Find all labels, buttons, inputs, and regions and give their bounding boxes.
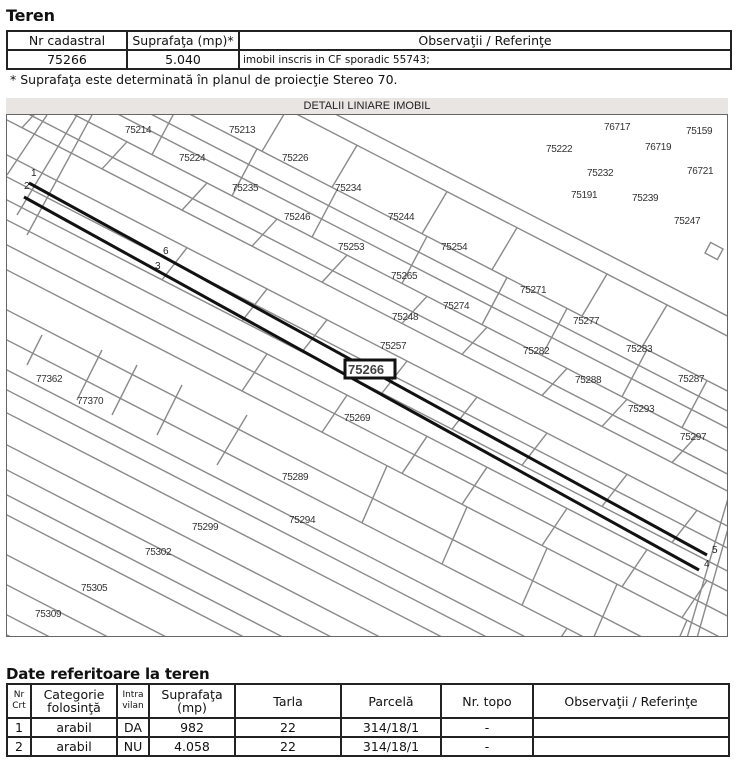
- parcel-label: 76721: [687, 166, 714, 177]
- cell-suprafata: 4.058: [149, 737, 235, 756]
- parcel-boundary: [7, 150, 728, 536]
- lot-boundary: [592, 584, 617, 637]
- parcel-label: 75283: [626, 344, 653, 355]
- cell-suprafata: 982: [149, 718, 235, 737]
- lot-boundary: [622, 350, 647, 397]
- parcel-label: 75244: [388, 212, 415, 223]
- table-row: [7, 718, 729, 737]
- lot-boundary: [242, 289, 267, 321]
- parcel-boundary: [7, 610, 728, 637]
- vertex-label: 1: [31, 168, 37, 179]
- vertex-label: 5: [712, 545, 718, 556]
- parcel-label: 76719: [645, 142, 672, 153]
- parcel-boundary: [7, 115, 728, 326]
- teren-data-row: [7, 50, 731, 69]
- header-observatii-referinte: Observaţii / Referinţe: [533, 684, 729, 718]
- map-header: DETALII LINIARE IMOBIL: [6, 98, 728, 114]
- parcel-label: 75222: [546, 144, 573, 155]
- lot-boundary: [252, 219, 277, 246]
- header-intravilan: [117, 684, 149, 718]
- lot-boundary: [622, 550, 647, 587]
- parcel-boundary: [7, 240, 728, 626]
- cell-nr-topo: -: [441, 737, 533, 756]
- lot-boundary: [182, 183, 207, 210]
- parcel-label: 77362: [36, 374, 63, 385]
- parcel-boundary: [7, 550, 728, 637]
- header-suprafata-line2: (mp): [177, 700, 207, 715]
- observatii-value: imobil inscris in CF sporadic 55743;: [239, 50, 731, 69]
- lot-boundary: [332, 145, 357, 187]
- parcel-label: 75224: [179, 153, 206, 164]
- nr-cadastral-value: 75266: [7, 50, 127, 69]
- cell-intravilan: NU: [117, 737, 149, 756]
- parcel-label: 75305: [81, 583, 108, 594]
- suprafata-note: * Suprafaţa este determinată în planul de proiecţie Stereo 70.: [10, 72, 398, 87]
- parcel-label: 75159: [686, 126, 713, 137]
- lot-boundary: [462, 467, 487, 504]
- lot-boundary: [102, 142, 127, 169]
- header-nr-crt: [7, 684, 31, 718]
- lot-boundary: [262, 115, 287, 151]
- parcel-boundary: [7, 265, 728, 637]
- main-parcel-label: 75266: [348, 362, 385, 377]
- lot-boundary: [582, 274, 607, 316]
- section-title-date-teren: Date referitoare la teren: [6, 665, 210, 683]
- parcel-label: 75191: [571, 190, 598, 201]
- parcel-label: 76717: [604, 122, 631, 133]
- parcel-label: 75257: [380, 341, 407, 352]
- cadastral-map: [6, 114, 728, 637]
- parcel-label: 75239: [632, 193, 659, 204]
- parcel-label: 75289: [282, 472, 309, 483]
- small-structure: [705, 242, 723, 259]
- lot-boundary: [542, 368, 567, 395]
- vertex-label: 3: [155, 261, 161, 272]
- road-boundary: [697, 525, 728, 637]
- cell-observatii: [533, 718, 729, 737]
- lot-boundary: [422, 192, 447, 234]
- header-nr-crt-line1: Nr: [13, 690, 25, 700]
- cell-nr: 1: [7, 718, 31, 737]
- date-teren-header-row: [7, 684, 729, 718]
- cell-intravilan: DA: [117, 718, 149, 737]
- parcel-label: 75302: [145, 547, 172, 558]
- lot-boundary: [602, 474, 627, 506]
- header-nr-crt-line2: Crt: [12, 701, 26, 711]
- lot-boundary: [322, 255, 347, 282]
- parcel-label: 77370: [77, 396, 104, 407]
- header-categorie: [31, 684, 117, 718]
- lot-boundary: [542, 508, 567, 545]
- lot-boundary: [402, 436, 427, 473]
- lot-boundary: [642, 305, 667, 347]
- parcel-label: 75299: [192, 522, 219, 533]
- parcel-label: 75288: [575, 375, 602, 386]
- parcel-label: 75246: [284, 212, 311, 223]
- parcel-label: 75269: [344, 413, 371, 424]
- lot-boundary: [682, 381, 707, 428]
- header-intravilan-line1: Intra: [122, 690, 144, 700]
- lot-boundary: [77, 350, 102, 400]
- header-suprafata-mp: [149, 684, 235, 718]
- parcel-boundary: [7, 115, 728, 438]
- parcel-boundary: [7, 408, 728, 637]
- parcel-label: 75277: [573, 316, 600, 327]
- parcel-label: 75293: [628, 404, 655, 415]
- cell-categorie: arabil: [31, 718, 117, 737]
- lot-boundary: [662, 620, 687, 637]
- header-intravilan-line2: vilan: [122, 701, 144, 711]
- date-teren-table: [6, 683, 730, 757]
- lot-boundary: [217, 415, 247, 465]
- parcel-label: 75234: [335, 183, 362, 194]
- lot-boundary: [312, 190, 337, 237]
- parcel-label: 75235: [232, 183, 259, 194]
- cell-tarla: 22: [235, 718, 341, 737]
- parcel-boundary: [7, 115, 728, 484]
- cell-parcela: 314/18/1: [341, 737, 441, 756]
- header-nr-cadastral: Nr cadastral: [7, 31, 127, 50]
- parcel-label: 75248: [392, 312, 419, 323]
- parcel-boundary: [7, 115, 728, 501]
- parcel-boundary: [7, 580, 728, 637]
- parcel-label: 75294: [289, 515, 316, 526]
- parcel-label: 75274: [443, 301, 470, 312]
- lot-boundary: [452, 397, 477, 429]
- vertex-label: 2: [24, 181, 30, 192]
- parcel-label: 75309: [35, 609, 62, 620]
- cell-observatii: [533, 737, 729, 756]
- parcel-label: 75287: [678, 374, 705, 385]
- header-categorie-line1: Categorie: [43, 687, 105, 702]
- teren-header-row: [7, 31, 731, 50]
- lot-boundary: [492, 228, 517, 270]
- vertex-label: 6: [163, 246, 169, 257]
- parcel-label: 75297: [680, 432, 707, 443]
- lot-boundary: [482, 278, 507, 325]
- lot-boundary: [542, 628, 567, 637]
- teren-table: [6, 30, 732, 70]
- parcel-label: 75265: [391, 271, 418, 282]
- parcel-label: 75247: [674, 216, 701, 227]
- header-tarla: Tarla: [235, 684, 341, 718]
- cell-nr: 2: [7, 737, 31, 756]
- table-row: [7, 737, 729, 756]
- lot-boundary: [602, 399, 627, 426]
- cell-parcela: 314/18/1: [341, 718, 441, 737]
- header-nr-topo: Nr. topo: [441, 684, 533, 718]
- vertex-label: 4: [704, 559, 710, 570]
- header-parcela: Parcelă: [341, 684, 441, 718]
- parcel-label: 75232: [587, 168, 614, 179]
- lot-boundary: [27, 335, 42, 365]
- cell-tarla: 22: [235, 737, 341, 756]
- lot-boundary: [242, 354, 267, 391]
- suprafata-value: 5.040: [127, 50, 239, 69]
- parcel-label: 75254: [441, 242, 468, 253]
- parcel-boundary: [7, 335, 728, 637]
- header-suprafata: Suprafaţa (mp)*: [127, 31, 239, 50]
- header-suprafata-line1: Suprafaţa: [161, 687, 223, 702]
- lot-boundary: [462, 327, 487, 354]
- parcel-label: 75271: [520, 285, 547, 296]
- parcel-label: 75226: [282, 153, 309, 164]
- parcel-label: 75282: [523, 346, 550, 357]
- header-categorie-line2: folosinţă: [47, 700, 101, 715]
- parcel-label: 75253: [338, 242, 365, 253]
- cell-categorie: arabil: [31, 737, 117, 756]
- parcel-label: 75213: [229, 125, 256, 136]
- parcel-boundary: [7, 510, 728, 637]
- header-observatii: Observaţii / Referinţe: [239, 31, 731, 50]
- section-title-teren: Teren: [6, 6, 55, 25]
- lot-boundary: [112, 365, 137, 415]
- cell-nr-topo: -: [441, 718, 533, 737]
- parcel-label: 75214: [125, 125, 152, 136]
